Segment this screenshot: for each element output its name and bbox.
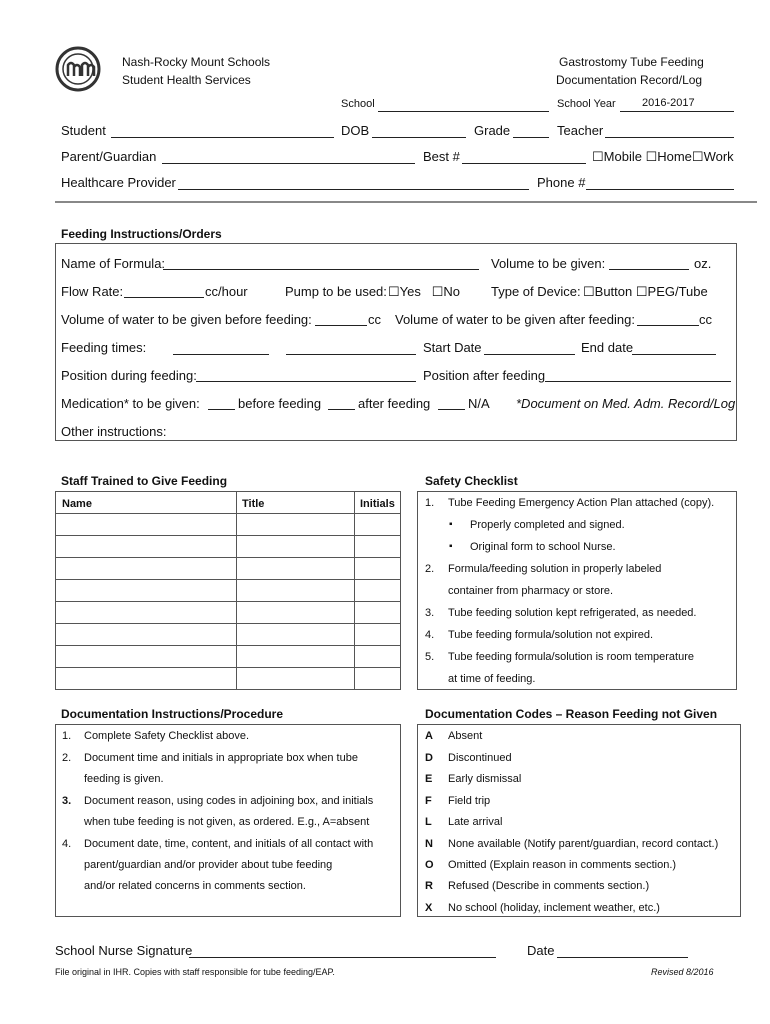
volume-label: Volume to be given:: [491, 256, 606, 271]
staff-table: [55, 491, 401, 690]
dob-label: DOB: [341, 123, 370, 138]
med-note: *Document on Med. Adm. Record/Log: [516, 396, 736, 411]
list-item: and/or related concerns in comments section.: [84, 880, 306, 892]
code-description: Omitted (Explain reason in comments section.): [448, 859, 677, 871]
provider-field[interactable]: [178, 189, 529, 190]
water-after-field[interactable]: [637, 325, 699, 326]
col-title-header: Title: [242, 498, 265, 510]
code-letter: O: [425, 859, 434, 871]
staff-section-title: Staff Trained to Give Feeding: [61, 474, 228, 488]
feeding-time-1-field[interactable]: [173, 354, 269, 355]
position-after-label: Position after feeding: [423, 368, 546, 383]
table-row[interactable]: [56, 623, 400, 646]
phone-type-group: [592, 149, 734, 165]
list-item-num: 4.: [62, 838, 72, 850]
list-item: when tube feeding is not given, as ordered. E.g., A=absent: [84, 816, 370, 828]
revised-note: Revised 8/2016: [651, 967, 714, 977]
end-date-field[interactable]: [632, 354, 716, 355]
parent-label: Parent/Guardian: [61, 149, 157, 164]
list-item-num: 1.: [62, 730, 72, 742]
code-description: Field trip: [448, 795, 491, 807]
list-item-num: 4.: [425, 629, 435, 641]
code-letter: N: [425, 838, 433, 850]
list-item: Tube feeding formula/solution not expired.: [448, 629, 654, 641]
list-item: container from pharmacy or store.: [448, 585, 614, 597]
section-divider: [55, 201, 757, 203]
codes-section-title: Documentation Codes – Reason Feeding not Given: [425, 707, 718, 721]
org-department: Student Health Services: [122, 73, 251, 87]
formula-field[interactable]: [163, 269, 479, 270]
home-checkbox[interactable]: ☐: [645, 149, 658, 164]
school-field[interactable]: [378, 111, 549, 112]
org-name: Nash-Rocky Mount Schools: [122, 55, 271, 69]
col-initials-header: Initials: [360, 498, 395, 510]
list-item: 1.: [425, 497, 435, 509]
student-label: Student: [61, 123, 106, 138]
feeding-time-2-field[interactable]: [286, 354, 416, 355]
list-item: parent/guardian and/or provider about tube feeding: [84, 859, 333, 871]
teacher-label: Teacher: [557, 123, 604, 138]
table-row[interactable]: [56, 535, 400, 558]
code-description: Late arrival: [448, 816, 503, 828]
end-date-label: End date: [581, 340, 634, 355]
water-before-unit: cc: [368, 312, 381, 327]
code-letter: D: [425, 752, 433, 764]
device-peg-checkbox[interactable]: ☐: [635, 284, 648, 299]
list-item-num: 3.: [425, 607, 435, 619]
other-instructions-label: Other instructions:: [61, 424, 167, 439]
formula-label: Name of Formula:: [61, 256, 166, 271]
list-item: Tube feeding formula/solution is room temperature: [448, 651, 694, 663]
pump-options: [388, 284, 460, 300]
table-row[interactable]: [56, 645, 400, 668]
parent-field[interactable]: [162, 163, 415, 164]
provider-phone-field[interactable]: [586, 189, 734, 190]
teacher-field[interactable]: [605, 137, 734, 138]
position-during-field[interactable]: [196, 381, 416, 382]
doc-title: Gastrostomy Tube Feeding: [559, 55, 704, 69]
list-item: Formula/feeding solution in properly labeled: [448, 563, 662, 575]
device-label: Type of Device:: [491, 284, 581, 299]
pump-no-checkbox[interactable]: ☐: [431, 284, 444, 299]
device-options: [583, 284, 708, 300]
code-letter: L: [425, 816, 432, 828]
pump-label: Pump to be used:: [285, 284, 387, 299]
cc-hour-unit: cc/hour: [205, 284, 248, 299]
signature-field[interactable]: [189, 957, 496, 958]
work-checkbox[interactable]: ☐: [691, 149, 704, 164]
volume-field[interactable]: [609, 269, 689, 270]
med-after-field[interactable]: [328, 409, 355, 410]
code-letter: X: [425, 902, 433, 914]
code-description: Discontinued: [448, 752, 512, 764]
table-row[interactable]: [56, 667, 400, 689]
school-year-value: 2016-2017: [642, 97, 695, 109]
med-before-field[interactable]: [208, 409, 235, 410]
flow-rate-label: Flow Rate:: [61, 284, 124, 299]
position-during-label: Position during feeding:: [61, 368, 197, 383]
code-description: None available (Notify parent/guardian, record contact.): [448, 838, 719, 850]
flow-rate-field[interactable]: [124, 297, 204, 298]
doc-instructions-title: Documentation Instructions/Procedure: [61, 707, 284, 721]
list-item-num: 2.: [425, 563, 435, 575]
list-item-num: 2.: [62, 752, 72, 764]
grade-field[interactable]: [513, 137, 549, 138]
water-after-unit: cc: [699, 312, 712, 327]
grade-label: Grade: [474, 123, 511, 138]
med-after-label: after feeding: [358, 396, 431, 411]
list-item: Tube feeding solution kept refrigerated, as needed.: [448, 607, 697, 619]
provider-phone-label: Phone #: [537, 175, 586, 190]
bullet-icon: ▪: [449, 541, 453, 552]
date-field[interactable]: [557, 957, 688, 958]
device-peg-label: PEG/Tube: [647, 284, 708, 299]
student-field[interactable]: [111, 137, 334, 138]
bullet-icon: ▪: [449, 519, 453, 530]
pump-yes-label: Yes: [399, 284, 421, 299]
start-date-field[interactable]: [484, 354, 575, 355]
code-letter: R: [425, 880, 433, 892]
med-na-label: N/A: [468, 396, 490, 411]
school-year-field[interactable]: [620, 111, 734, 112]
list-item: Complete Safety Checklist above.: [84, 730, 250, 742]
work-label: Work: [703, 149, 734, 164]
home-label: Home: [657, 149, 692, 164]
table-row[interactable]: [56, 579, 400, 602]
code-letter: A: [425, 730, 433, 742]
code-description: Refused (Describe in comments section.): [448, 880, 650, 892]
signature-label: School Nurse Signature: [55, 943, 193, 958]
school-label: School: [341, 98, 375, 110]
code-letter: F: [425, 795, 432, 807]
dob-field[interactable]: [372, 137, 466, 138]
list-item: Original form to school Nurse.: [470, 541, 616, 553]
list-item: Document date, time, content, and initials of all contact with: [84, 838, 374, 850]
list-item: Properly completed and signed.: [470, 519, 625, 531]
position-after-field[interactable]: [545, 381, 731, 382]
provider-label: Healthcare Provider: [61, 175, 176, 190]
water-after-label: Volume of water to be given after feeding:: [395, 312, 635, 327]
col-name-header: Name: [62, 498, 92, 510]
code-description: Absent: [448, 730, 483, 742]
start-date-label: Start Date: [423, 340, 482, 355]
code-description: No school (holiday, inclement weather, etc.): [448, 902, 660, 914]
mobile-label: Mobile: [603, 149, 642, 164]
med-before-label: before feeding: [238, 396, 322, 411]
list-item-num: 3.: [62, 795, 72, 807]
school-year-label: School Year: [557, 98, 616, 110]
feeding-times-label: Feeding times:: [61, 340, 147, 355]
school-logo: [54, 45, 102, 93]
pump-yes-checkbox[interactable]: ☐: [388, 284, 400, 299]
table-row[interactable]: [56, 513, 400, 536]
table-row[interactable]: [56, 557, 400, 580]
date-label: Date: [527, 943, 555, 958]
file-note: File original in IHR. Copies with staff responsible for tube feeding/EAP.: [55, 967, 335, 977]
oz-unit: oz.: [694, 256, 712, 271]
list-item: Document reason, using codes in adjoining box, and initials: [84, 795, 374, 807]
safety-section-title: Safety Checklist: [425, 474, 518, 488]
doc-subtitle: Documentation Record/Log: [556, 73, 703, 87]
code-letter: E: [425, 773, 433, 785]
list-item-num: 5.: [425, 651, 435, 663]
mobile-checkbox[interactable]: ☐: [592, 149, 604, 164]
best-phone-field[interactable]: [462, 163, 586, 164]
code-description: Early dismissal: [448, 773, 522, 785]
feeding-section-title: Feeding Instructions/Orders: [61, 227, 222, 241]
water-before-field[interactable]: [315, 325, 367, 326]
device-button-label: Button: [594, 284, 633, 299]
medication-label: Medication* to be given:: [61, 396, 200, 411]
feeding-instructions-box: [55, 243, 737, 441]
list-item: Document time and initials in appropriate box when tube: [84, 752, 358, 764]
med-na-field[interactable]: [438, 409, 465, 410]
list-item: Tube Feeding Emergency Action Plan attached (copy).: [448, 497, 715, 509]
water-before-label: Volume of water to be given before feeding:: [61, 312, 312, 327]
table-row[interactable]: [56, 601, 400, 624]
list-item: at time of feeding.: [448, 673, 536, 685]
best-phone-label: Best #: [423, 149, 460, 164]
pump-no-label: No: [443, 284, 460, 299]
list-item: feeding is given.: [84, 773, 164, 785]
device-button-checkbox[interactable]: ☐: [583, 284, 595, 299]
